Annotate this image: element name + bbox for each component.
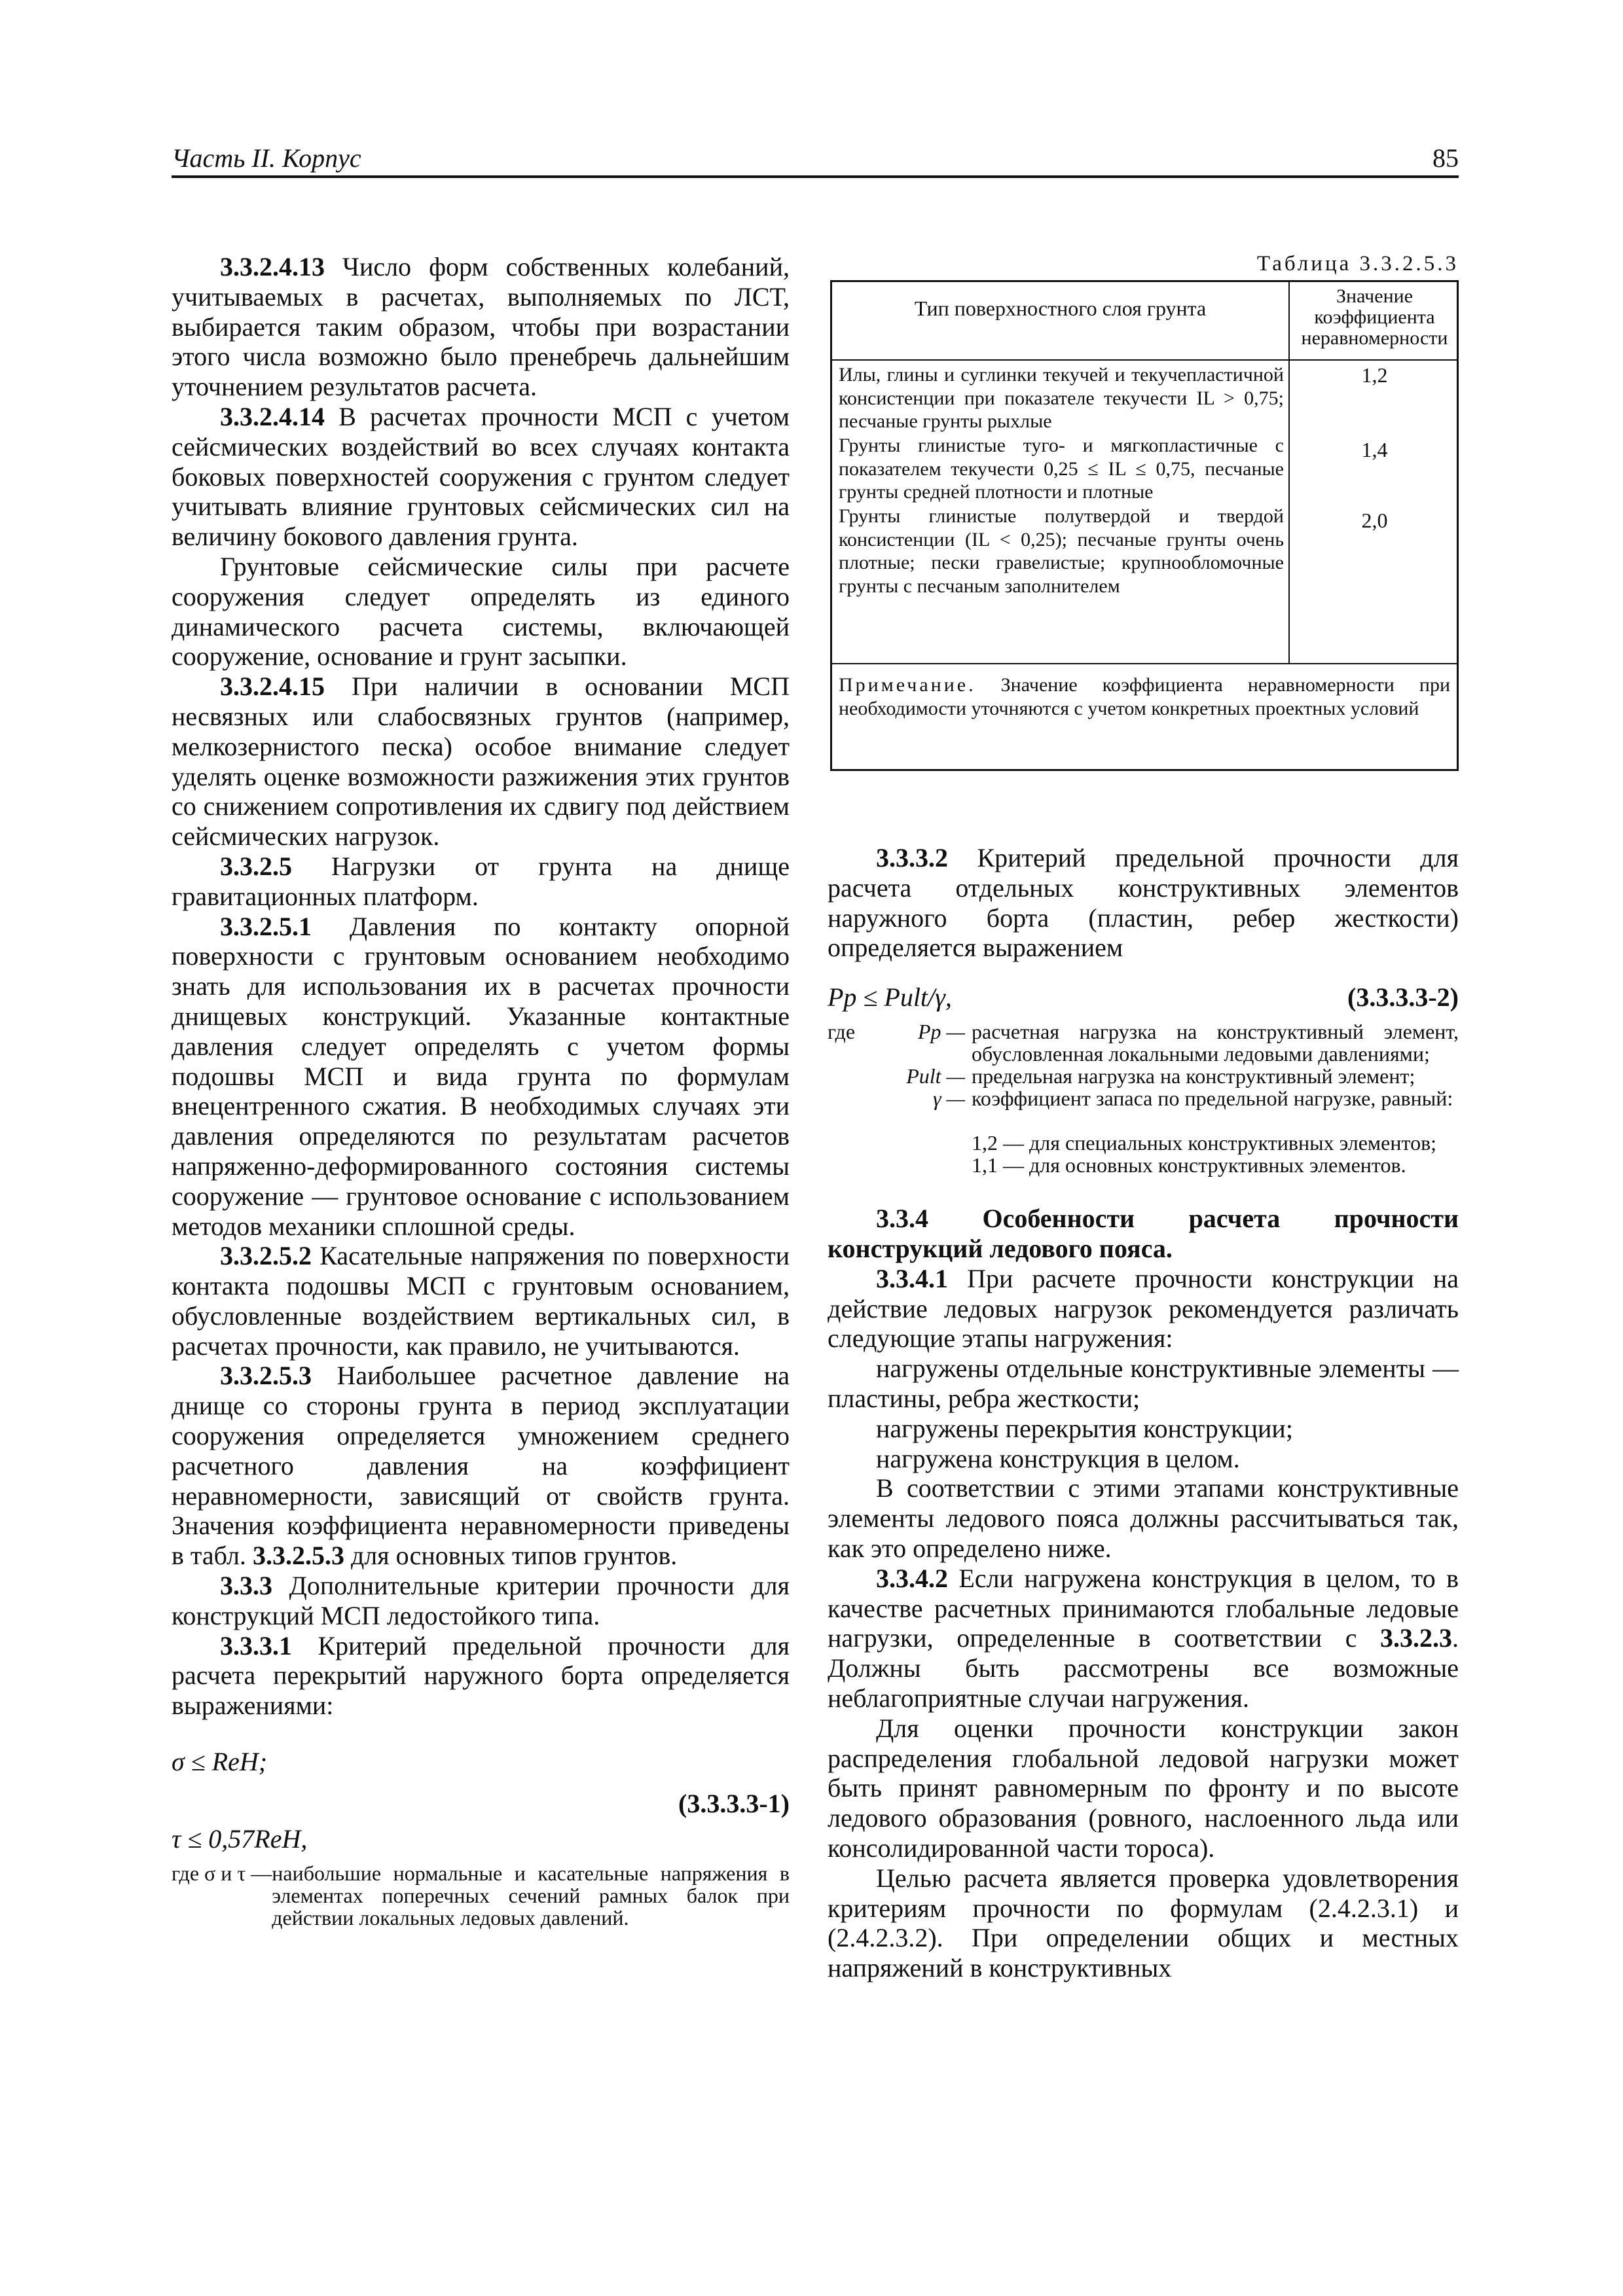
legend-text: 1,1 — для основных конструктивных элементов. [972,1153,1406,1177]
formula-legend [172,1862,790,1929]
clause-number: 3.3.2.5.2 [220,1241,312,1271]
clause-number: 3.3.2.4.15 [220,672,325,702]
clause-number: 3.3.2.5.3 [220,1361,312,1391]
paragraph-text: Касательные напряжения по поверхности контакта подошвы МСП с грунтовым основанием, обусловленные воздействием вертикальных сил, в расчетах прочности, как правило, не учитываются. [172,1241,790,1361]
clause-number: 3.3.3.1 [220,1630,292,1660]
paragraph-text: Дополнительные критерии прочности для конструкций МСП ледостойкого типа. [172,1571,790,1630]
paragraph [172,1571,790,1631]
paragraph: В соответствии с этими этапами конструктивные элементы ледового пояса должны рассчитываться так, как это определено ниже. [828,1473,1459,1563]
paragraph [828,843,1459,963]
soil-table [830,280,1459,771]
legend-text: предельная нагрузка на конструктивный элемент; [972,1064,1415,1088]
header-title: Часть II. Корпус [172,143,361,173]
legend-symbol: Pp — [918,1020,965,1044]
note-label: Примечание. [839,674,976,696]
equation-number: (3.3.3.3-2) [1347,982,1459,1013]
paragraph-text: Число форм собственных колебаний, учитываемых в расчетах, выполняемых по ЛСТ, выбирается таким образом, чтобы при возрастании этого числа возможно было пренебречь дальнейшим уточнением результатов расчета. [172,252,790,402]
legend-symbol: γ — [932,1086,965,1111]
formula-line: σ ≤ ReH; [172,1747,268,1777]
paragraph-text: Давления по контакту опорной поверхности с грунтовым основанием необходимо знать для использования их в расчетах прочности днищевых конструкций. Указанные контактные давления следует определять с учетом формы подошвы МСП и вида грунта по формулам внецентренного сжатия. В необходимых случаях эти давления определяются по результатам расчетов напряженно-деформированного состояния системы сооружение — грунтовое основание с использованием методов механики сплошной среды. [172,911,790,1241]
legend-text: наибольшие нормальные и касательные напряжения в элементах поперечных сечений рамных балок при действии локальных ледовых давлений. [272,1861,790,1930]
legend-text: коэффициент запаса по предельной нагрузке, равный: [972,1086,1453,1111]
paragraph [172,912,790,1242]
table-caption: Таблица 3.3.2.5.3 [1256,252,1459,276]
formula [828,982,1459,1014]
clause-reference: 3.3.2.3 [1380,1623,1452,1653]
paragraph-text: При расчете прочности конструкции на действие ледовых нагрузок рекомендуется различать следующие этапы нагружения: [828,1263,1459,1354]
paragraph-text: При наличии в основании МСП несвязных или слабосвязных грунтов (например, мелкозернистого песка) особое внимание следует уделять оценке возможности разжижения этих грунтов со снижением сопротивления их сдвигу под действием сейсмических нагрузок. [172,672,790,852]
table-note [839,673,1450,720]
paragraph [828,1204,1459,1264]
paragraph-text: Нагрузки от грунта на днище гравитационных платформ. [172,851,790,911]
table-reference: 3.3.2.5.3 [252,1541,344,1571]
paragraph [172,672,790,852]
formula-group [172,1747,790,1858]
paragraph [828,1264,1459,1354]
right-column [828,843,1459,1983]
clause-number: 3.3.3 [220,1571,272,1601]
table-cell-value: 1,4 [1361,438,1388,461]
list-item: нагружены отдельные конструктивные элементы — пластины, ребра жесткости; [828,1354,1459,1413]
paragraph-text: Критерий предельной прочности для расчета отдельных конструктивных элементов наружного борта (пластин, ребер жесткости) определяется выражением [828,843,1459,963]
clause-number: 3.3.2.5 [220,851,292,881]
table-column-divider [1288,282,1290,663]
table-header-cell: Тип поверхностного слоя грунта [914,296,1207,320]
list-item: нагружены перекрытия конструкции; [876,1413,1293,1443]
paragraph [172,1241,790,1361]
clause-number: 3.3.4.2 [876,1563,948,1593]
paragraph-text: В расчетах прочности МСП с учетом сейсмических воздействий во всех случаях контакта боковых поверхностей сооружения с грунтом следует учитывать влияние грунтовых сейсмических сил на величину бокового давления грунта. [172,401,790,552]
table-cell-value: 1,2 [1361,363,1388,387]
legend-text: расчетная нагрузка на конструктивный элемент, обусловленная локальными ледовыми давлениями; [972,1020,1459,1066]
paragraph: Грунтовые сейсмические силы при расчете сооружения следует определять из единого динамического расчета системы, включающей сооружение, основание и грунт засыпки. [172,551,790,672]
note-text: Значение коэффициента неравномерности при необходимости уточняются с учетом конкретных проектных условий [839,674,1450,719]
paragraph: Для оценки прочности конструкции закон распределения глобальной ледовой нагрузки может быть принят равномерным по фронту и по высоте ледового образования (ровного, наслоенного льда или консолидированной части тороса). [828,1713,1459,1863]
clause-number: 3.3.2.4.14 [220,401,325,431]
paragraph-text: Наибольшее расчетное давление на днище со стороны грунта в период эксплуатации сооружения определяется умножением среднего расчетного давления на коэффициент неравномерности, зависящий от свойств грунта. Значения коэффициента неравномерности приведены в табл. [172,1361,790,1571]
left-column [172,252,790,1929]
table-header-cell: Значение коэффициента неравномерности [1301,285,1448,349]
paragraph: Целью расчета является проверка удовлетворения критериям прочности по формулам (2.4.2.3.1) и (2.4.2.3.2). При определении общих и местных напряжений в конструктивных [828,1863,1459,1983]
table-cell-soil: Грунты глинистые полутвердой и твердой консистенции (IL < 0,25); песчаные грунты очень плотные; пески гравелистые; крупнообломочные грунты с песчаным заполнителем [839,505,1284,597]
formula-legend [828,1020,1459,1191]
paragraph-text: для основных типов грунтов. [344,1541,678,1571]
header-rule [172,175,1459,178]
clause-number: 3.3.3.2 [876,843,948,872]
legend-where: где [828,1020,856,1044]
paragraph [172,1631,790,1721]
table-cell-soil: Грунты глинистые туго- и мягкопластичные с показателем текучести 0,25 ≤ IL ≤ 0,75, песчаные грунты средней плотности и плотные [839,435,1284,503]
paragraph-text: . Должны быть рассмотрены все возможные неблагоприятные случаи нагружения. [828,1623,1459,1713]
equation-number: (3.3.3.3-1) [678,1789,790,1819]
clause-number: 3.3.4.1 [876,1263,948,1293]
clause-number: 3.3.2.4.13 [220,252,325,281]
paragraph [172,852,790,912]
legend-row [172,1862,790,1929]
formula-line: Pp ≤ Pult/γ, [828,982,952,1013]
page-number: 85 [1432,143,1459,173]
formula-line: τ ≤ 0,57ReH, [172,1824,308,1854]
paragraph [828,1564,1459,1713]
paragraph [172,252,790,402]
clause-number: 3.3.4 [876,1204,928,1234]
paragraph [172,1361,790,1571]
clause-number: 3.3.2.5.1 [220,911,312,941]
table-rule [832,359,1457,361]
list-item: нагружена конструкция в целом. [876,1443,1240,1473]
legend-symbol: где σ и τ — [172,1861,272,1886]
table-rule [832,663,1457,664]
table-cell-value: 2,0 [1361,509,1388,532]
legend-symbol: Pult — [906,1064,965,1088]
paragraph [172,402,790,552]
paragraph-text: Особенности расчета прочности конструкций ледового пояса. [828,1204,1459,1263]
paragraph-text: Если нагружена конструкция в целом, то в качестве расчетных принимаются глобальные ледовые нагрузки, определенные в соответствии с [828,1563,1459,1653]
legend-text: 1,2 — для специальных конструктивных элементов; [972,1131,1437,1155]
paragraph-text: Критерий предельной прочности для расчета перекрытий наружного борта определяется выражениями: [172,1630,790,1721]
table-cell-soil: Илы, глины и суглинки текучей и текучепластичной консистенции при показателе текучести IL > 0,75; песчаные грунты рыхлые [839,364,1284,432]
